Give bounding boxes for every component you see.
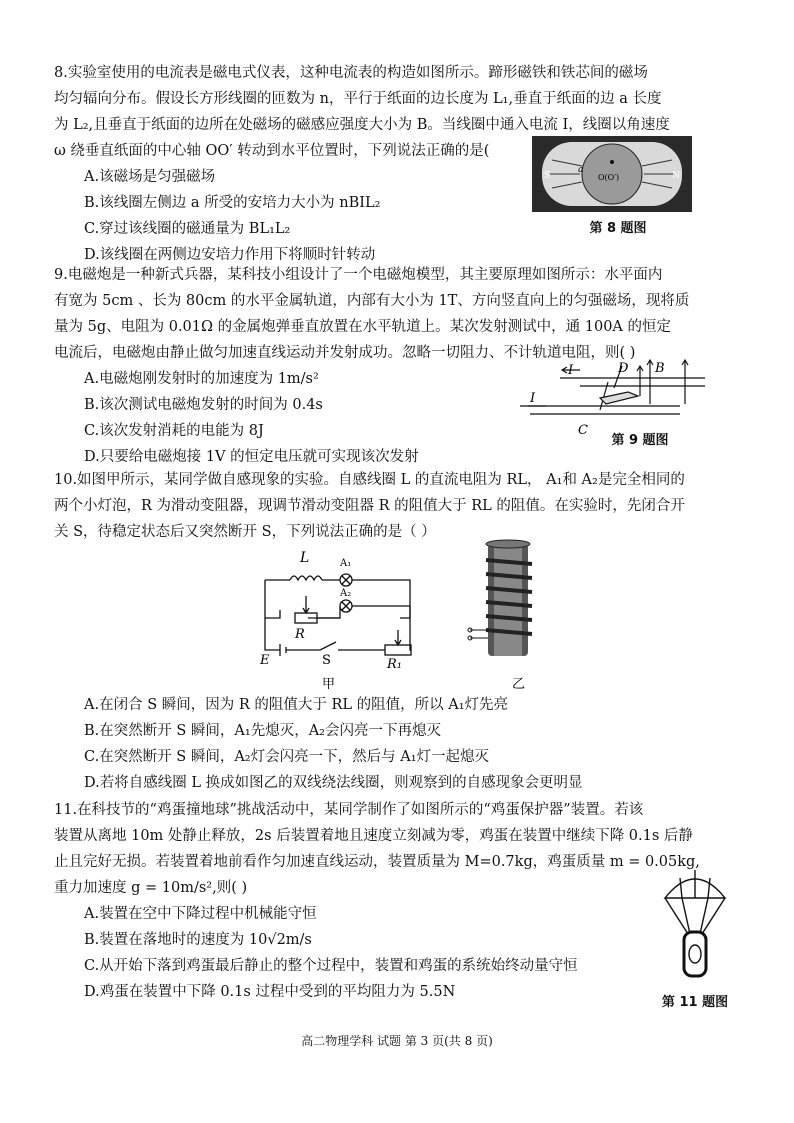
figure-8-galvanometer (532, 136, 692, 212)
q10-option-b: B.在突然断开 S 瞬间，A₁先熄灭，A₂会闪亮一下再熄灭 (84, 723, 441, 739)
q8-option-a: A.该磁场是匀强磁场 (84, 169, 216, 185)
egg (689, 945, 701, 963)
current-i-bottom-label: I (530, 391, 536, 406)
wire-right-top (352, 580, 410, 618)
wire-left (265, 580, 280, 650)
figure-11-egg-protector (660, 868, 730, 986)
rheostat-r1-label: R₁ (387, 657, 402, 672)
q8-line-3: 为 L₂,且垂直于纸面的边所在处磁场的磁感应强度大小为 B。当线圈中通入电流 I，线圈以角速度 (54, 117, 670, 133)
rheostat-r1 (385, 645, 411, 655)
q9-option-c: C.该次发射消耗的电能为 8J (84, 423, 264, 439)
q10-option-d: D.若将自感线圈 L 换成如图乙的双线绕法线圈，则观察到的自感现象会更明显 (84, 775, 583, 791)
pivot-dot (610, 160, 614, 164)
q11-option-d: D.鸡蛋在装置中下降 0.1s 过程中受到的平均阻力为 5.5N (84, 984, 456, 1000)
q11-option-a: A.装置在空中下降过程中机械能守恒 (84, 906, 317, 922)
figure-11-caption: 第 11 题图 (661, 995, 729, 1010)
projectile (600, 392, 638, 404)
switch-s-label: S (322, 653, 331, 668)
q8-option-b: B.该线圈左侧边 a 所受的安培力大小为 nBIL₂ (84, 195, 381, 211)
inductor-coil (290, 576, 322, 580)
figure-jia-label: 甲 (322, 677, 336, 690)
q11-line-2: 装置从离地 10m 处静止释放，2s 后装置着地且速度立刻减为零，鸡蛋在装置中继续下降 0.1s 后静 (54, 828, 693, 844)
q11-line-3: 止且完好无损。若装置着地前看作匀加速直线运动，装置质量为 M=0.7kg，鸡蛋质量 m = 0.05kg, (54, 854, 700, 870)
q9-option-a: A.电磁炮刚发射时的加速度为 1m/s² (84, 371, 319, 387)
q8-line-4: ω 绕垂直纸面的中心轴 OO′ 转动到水平位置时，下列说法正确的是( (54, 143, 490, 159)
figure-10-circuit (240, 538, 570, 690)
question-10 (54, 467, 744, 545)
q8-option-d: D.该线圈在两侧边安培力作用下将顺时针转动 (84, 247, 376, 263)
question-11 (54, 797, 744, 1005)
q8-line-1: 8.实验室使用的电流表是磁电式仪表，这种电流表的构造如图所示。蹄形磁铁和铁芯间的磁场 (54, 65, 648, 81)
north-pole-label: N (672, 171, 680, 181)
side-a-label: a (578, 165, 584, 175)
q9-option-b: B.该次测试电磁炮发射的时间为 0.4s (84, 397, 323, 413)
lamp-a1-label: A₁ (340, 558, 352, 569)
q10-line-1: 10.如图甲所示，某同学做自感现象的实验。自感线圈 L 的直流电阻为 RL， A₁和 A₂是完全相同的 (54, 472, 685, 488)
figure-9-railgun (520, 356, 710, 436)
q8-option-c: C.穿过该线圈的磁通量为 BL₁L₂ (84, 221, 291, 237)
q10-line-3: 关 S，待稳定状态后又突然断开 S，下列说法正确的是（ ） (54, 524, 436, 540)
inductor-label: L (300, 550, 310, 566)
south-pole-label: S (544, 171, 551, 181)
q9-line-3: 量为 5g、电阻为 0.01Ω 的金属炮弹垂直放置在水平轨道上。某次发射测试中，通 100A 的恒定 (54, 319, 672, 335)
lamp-a2-label: A₂ (340, 588, 352, 599)
rheostat-r-label: R (295, 627, 305, 642)
bifilar-coil (468, 540, 532, 656)
q11-option-b: B.装置在落地时的速度为 10√2m/s (84, 932, 312, 948)
figure-9-caption: 第 9 题图 (611, 433, 669, 448)
battery-e-label: E (260, 653, 270, 668)
page-footer: 高二物理学科 试题 第 3 页(共 8 页) (301, 1034, 493, 1048)
q10-line-2: 两个小灯泡，R 为滑动变阻器，现调节滑动变阻器 R 的阻值大于 RL 的阻值。在实验时，先闭合开 (54, 498, 685, 514)
axis-label: O(O′) (598, 173, 620, 182)
q9-line-4: 电流后，电磁炮由静止做匀加速直线运动并发射成功。忽略一切阻力、不计轨道电阻，则( ) (54, 345, 636, 361)
q10-option-a: A.在闭合 S 瞬间，因为 R 的阻值大于 RL 的阻值，所以 A₁灯先亮 (84, 697, 509, 713)
q9-line-2: 有宽为 5cm 、长为 80cm 的水平金属轨道，内部有大小为 1T、方向竖直向上的匀强磁场，现将质 (54, 293, 690, 309)
current-i-top-label: I (568, 363, 574, 378)
question-10-options (54, 692, 744, 796)
q9-line-1: 9.电磁炮是一种新式兵器，某科技小组设计了一个电磁炮模型，其主要原理如图所示：水平面内 (54, 267, 663, 283)
q10-option-c: C.在突然断开 S 瞬间，A₂灯会闪亮一下，然后与 A₁灯一起熄灭 (84, 749, 490, 765)
field-b-label: B (655, 361, 665, 376)
q11-line-1: 11.在科技节的“鸡蛋撞地球”挑战活动中，某同学制作了如图所示的“鸡蛋保护器”装置。若该 (54, 802, 644, 818)
q8-line-2: 均匀辐向分布。假设长方形线圈的匝数为 n，平行于纸面的边长度为 L₁,垂直于纸面的边 a 长度 (54, 91, 662, 107)
q11-option-c: C.从开始下落到鸡蛋最后静止的整个过程中，装置和鸡蛋的系统始终动量守恒 (84, 958, 578, 974)
switch-s (320, 642, 336, 650)
figure-yi-label: 乙 (512, 677, 526, 690)
q9-option-d: D.只要给电磁炮接 1V 的恒定电压就可实现该次发射 (84, 449, 419, 465)
figure-8-caption: 第 8 题图 (589, 221, 647, 236)
point-d-label: D (618, 361, 629, 376)
q11-line-4: 重力加速度 g = 10m/s²,则( ) (54, 880, 248, 896)
point-c-label: C (578, 423, 588, 436)
